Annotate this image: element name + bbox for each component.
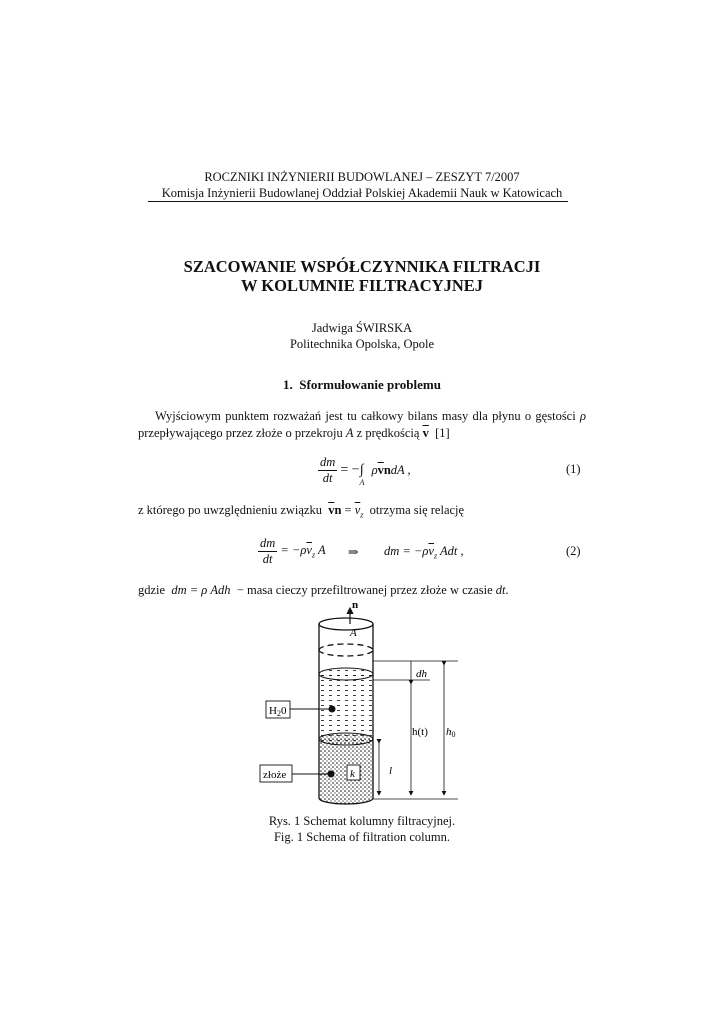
paragraph-1-line-2: przepływającego przez złoże o przekroju A z prędkością $\overline{v}$ [1] bbox=[138, 426, 450, 440]
soil-label: złoże bbox=[263, 769, 287, 781]
section-number: 1. bbox=[283, 377, 293, 392]
paragraph-3: gdzie dm = ρ Adh − masa cieczy przefiltrowanej przez złoże w czasie dt. bbox=[138, 583, 509, 597]
paragraph-2: z którego po uwzględnieniu związku $\overline{v}n = \overline{v}_z$ otrzyma się relację bbox=[138, 503, 465, 520]
journal-header: ROCZNIKI INŻYNIERII BUDOWLANEJ – ZESZYT 7/2007 bbox=[204, 170, 520, 184]
paragraph-1-line-1: Wyjściowym punktem rozważań jest tu całkowy bilans masy dla płynu o gęstości ρ bbox=[155, 409, 587, 423]
paper-title-line1: SZACOWANIE WSPÓŁCZYNNIKA FILTRACJI bbox=[183, 257, 541, 276]
water-label: H20 bbox=[269, 705, 287, 718]
soil-fill bbox=[319, 739, 373, 804]
citation-ref: [1] bbox=[435, 426, 450, 440]
ht-label: h(t) bbox=[412, 726, 428, 738]
figure-caption-pl: Rys. 1 Schemat kolumny filtracyjnej. bbox=[268, 814, 456, 828]
filtration-column-figure bbox=[240, 598, 480, 812]
implies-arrow: ⇒ bbox=[348, 545, 359, 559]
l-label: l bbox=[389, 765, 393, 777]
equation-2-label: (2) bbox=[566, 544, 581, 558]
section-title: Sformułowanie problemu bbox=[299, 377, 441, 392]
paper-title-line2: W KOLUMNIE FILTRACYJNEJ bbox=[240, 276, 484, 295]
equation-1: $\frac{dm}{dt}$ = $-\int_A$ $\rho\overline{v}ndA$ , bbox=[320, 455, 411, 487]
permeability-label: k bbox=[350, 768, 355, 780]
header-rule bbox=[148, 201, 568, 202]
section-heading bbox=[0, 377, 724, 393]
water-point bbox=[329, 706, 336, 713]
initial-level-ellipse bbox=[319, 644, 373, 650]
rho-symbol: ρ bbox=[580, 409, 587, 423]
water-fill bbox=[319, 674, 373, 745]
equation-2-right: dm = $-\rho\overline{v}_z$ Adt , bbox=[384, 544, 464, 561]
normal-label: n bbox=[352, 599, 359, 611]
column-top bbox=[319, 618, 373, 630]
equation-2: $\frac{dm}{dt}$ = $-\rho\overline{v}_z$ A bbox=[260, 536, 326, 566]
equation-1-label: (1) bbox=[566, 462, 581, 476]
velocity-vector: $\overline{v}$ bbox=[422, 426, 429, 440]
water-top-ellipse bbox=[319, 668, 373, 680]
figure-caption-en: Fig. 1 Schema of filtration column. bbox=[273, 830, 450, 844]
area-label: A bbox=[350, 627, 357, 639]
h0-label: h0 bbox=[446, 726, 456, 739]
author-name: Jadwiga ŚWIRSKA bbox=[311, 321, 413, 335]
author-affiliation: Politechnika Opolska, Opole bbox=[289, 337, 435, 351]
dh-label: dh bbox=[416, 668, 427, 680]
committee-header: Komisja Inżynierii Budowlanej Oddział Polskiej Akademii Nauk w Katowicach bbox=[161, 186, 563, 200]
soil-point bbox=[328, 771, 335, 778]
